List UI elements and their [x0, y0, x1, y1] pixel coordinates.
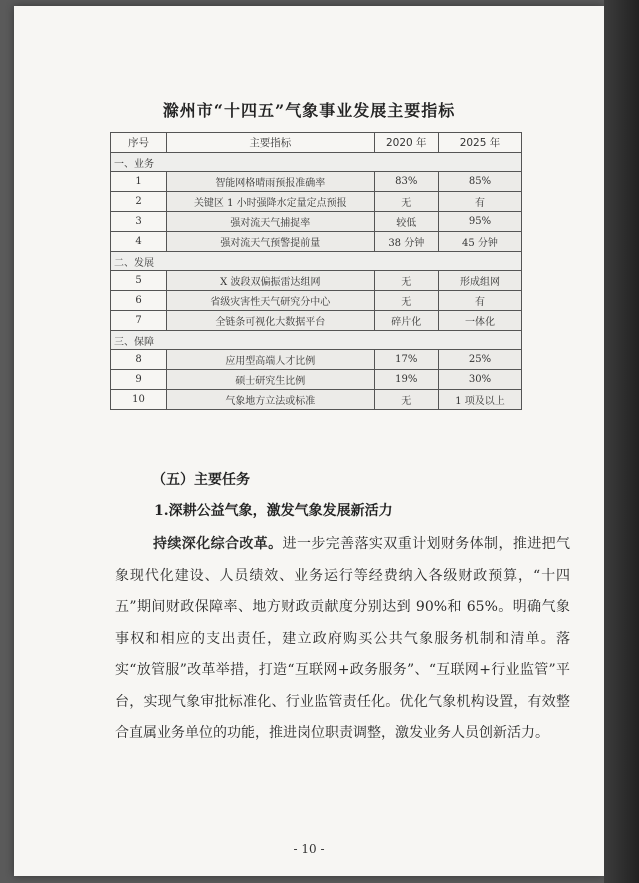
cell-indicator: 智能网格晴雨预报准确率 [167, 172, 375, 192]
table-section-row [111, 331, 522, 350]
page-number: - 10 - [293, 842, 325, 856]
table-row [111, 212, 522, 232]
table-row [111, 311, 522, 331]
cell-no: 5 [111, 271, 167, 291]
cell-2020: 碎片化 [374, 311, 438, 331]
cell-indicator: X 波段双偏振雷达组网 [167, 271, 375, 291]
main-tasks-heading: （五）主要任务 [152, 472, 250, 488]
cell-2020: 19% [374, 370, 438, 390]
table-row [111, 370, 522, 390]
paragraph-text: 进一步完善落实双重计划财务体制，推进把气象现代化建设、人员绩效、业务运行等经费纳入各级财政预算，“十四五”期间财政保障率、地方财政贡献度分别达到 90%和 65%。明确气象事权和相应的支出责任，建立政府购买公共气象服务机制和清单。落实“放管服”改革举措，打造“互联网+政务服务”、“互联网+行业监管”平台，实现气象审批标准化、行业监管责任化。优化气象机构设置，有效整合直属业务单位的功能，推进岗位职责调整，激发业务人员创新活力。 [115, 536, 571, 741]
section-label: 二、发展 [111, 252, 522, 271]
cell-no: 10 [111, 390, 167, 410]
cell-no: 9 [111, 370, 167, 390]
body-paragraph [115, 529, 570, 750]
document-title: 滁州市“十四五”气象事业发展主要指标 [162, 101, 456, 120]
cell-no: 6 [111, 291, 167, 311]
cell-2025: 1 项及以上 [438, 390, 521, 410]
cell-2020: 38 分钟 [374, 232, 438, 252]
cell-indicator: 省级灾害性天气研究分中心 [167, 291, 375, 311]
scan-dark-edge [604, 0, 639, 883]
table-row [111, 291, 522, 311]
section-heading: 1.深耕公益气象，激发气象发展新活力 [154, 503, 393, 519]
table-row [111, 172, 522, 192]
cell-indicator: 全链条可视化大数据平台 [167, 311, 375, 331]
document-page [14, 6, 604, 876]
cell-2025: 有 [438, 291, 521, 311]
cell-2020: 83% [374, 172, 438, 192]
cell-2025: 85% [438, 172, 521, 192]
cell-no: 8 [111, 350, 167, 370]
header-indicator: 主要指标 [167, 133, 375, 153]
header-2025: 2025 年 [438, 133, 521, 153]
table-row [111, 390, 522, 410]
cell-2025: 一体化 [438, 311, 521, 331]
cell-2020: 无 [374, 271, 438, 291]
table-section-row [111, 153, 522, 172]
table-row [111, 232, 522, 252]
cell-no: 3 [111, 212, 167, 232]
table-body [111, 153, 522, 410]
header-2020: 2020 年 [374, 133, 438, 153]
cell-no: 2 [111, 192, 167, 212]
cell-no: 7 [111, 311, 167, 331]
cell-2020: 无 [374, 192, 438, 212]
cell-no: 1 [111, 172, 167, 192]
header-no: 序号 [111, 133, 167, 153]
table-row [111, 271, 522, 291]
table-row [111, 192, 522, 212]
cell-2025: 45 分钟 [438, 232, 521, 252]
cell-2025: 30% [438, 370, 521, 390]
cell-2020: 无 [374, 390, 438, 410]
table-section-row [111, 252, 522, 271]
section-label: 三、保障 [111, 331, 522, 350]
cell-no: 4 [111, 232, 167, 252]
cell-2025: 形成组网 [438, 271, 521, 291]
cell-2020: 17% [374, 350, 438, 370]
cell-2025: 25% [438, 350, 521, 370]
section-label: 一、业务 [111, 153, 522, 172]
cell-indicator: 关键区 1 小时强降水定量定点预报 [167, 192, 375, 212]
cell-2020: 较低 [374, 212, 438, 232]
cell-2020: 无 [374, 291, 438, 311]
cell-indicator: 强对流天气预警提前量 [167, 232, 375, 252]
cell-indicator: 应用型高端人才比例 [167, 350, 375, 370]
cell-indicator: 强对流天气捕捉率 [167, 212, 375, 232]
table-header-row [111, 133, 522, 153]
table-row [111, 350, 522, 370]
paragraph-lead: 持续深化综合改革。 [153, 536, 283, 552]
cell-indicator: 气象地方立法或标准 [167, 390, 375, 410]
indicators-table [110, 132, 522, 410]
cell-indicator: 硕士研究生比例 [167, 370, 375, 390]
cell-2025: 有 [438, 192, 521, 212]
cell-2025: 95% [438, 212, 521, 232]
